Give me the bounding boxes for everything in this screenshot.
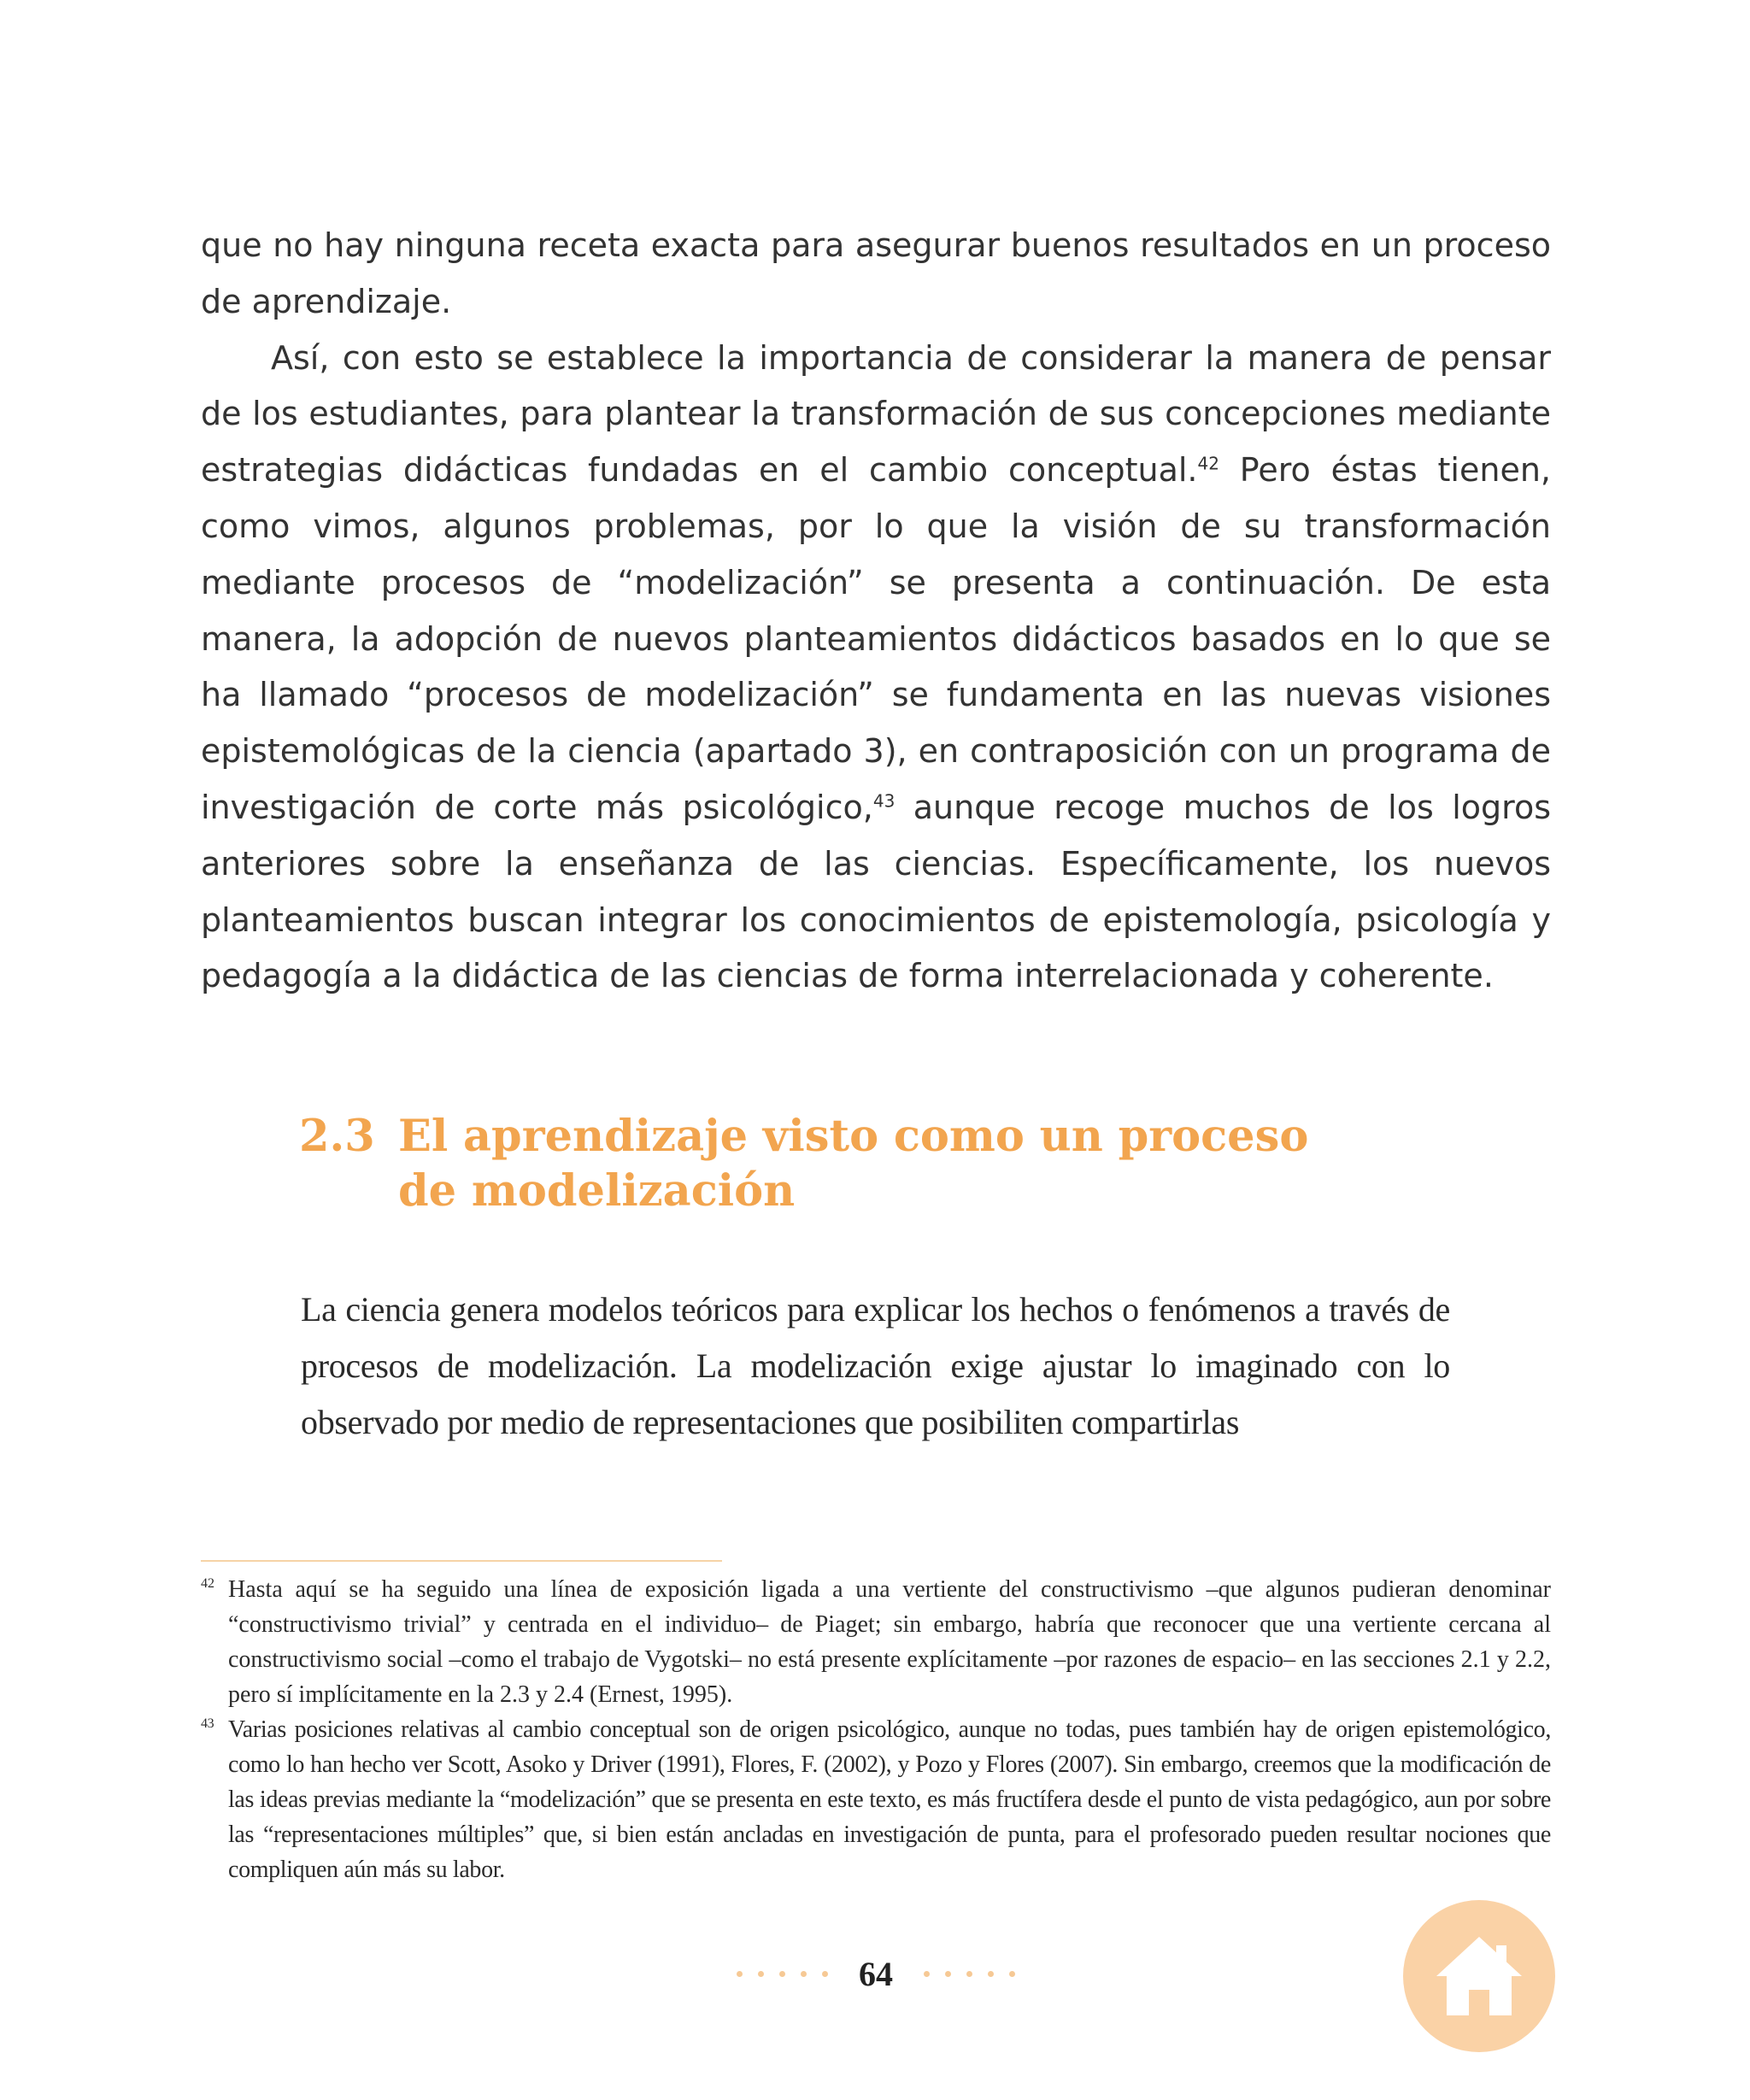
footnote-text: Hasta aquí se ha seguido una línea de exposición ligada a una vertiente del constructivismo –que algunos pudieran denominar “constructivismo trivial” y centrada en el individuo– de Piaget; sin embargo, habría que reconocer que una vertiente cercana al constructivismo social –como el trabajo de Vygotski– no está presente explícitamente –por razones de espacio– en las secciones 2.1 y 2.2, pero sí implícitamente en la 2.3 y 2.4 (Ernest, 1995).: [228, 1576, 1551, 1708]
footnote-ref-42[interactable]: 42: [1197, 453, 1219, 474]
dot: [1009, 1971, 1015, 1977]
footnote-43: [201, 1712, 1551, 1887]
home-button[interactable]: [1403, 1900, 1555, 2052]
dot: [966, 1971, 972, 1977]
section-title: [398, 1109, 1338, 1218]
intro-paragraph: [301, 1282, 1450, 1451]
dot: [737, 1971, 743, 1977]
footnotes: [201, 1572, 1551, 1887]
section-number: 2.3: [299, 1111, 375, 1162]
footnote-ref-43[interactable]: 43: [872, 790, 896, 812]
right-dots: [924, 1971, 1015, 1977]
section-title-line-1: El aprendizaje visto como un proceso: [398, 1111, 1309, 1162]
page-number: 64: [859, 1954, 893, 1993]
paragraph-1: que no hay ninguna receta exacta para asegurar buenos resultados en un proceso de aprendizaje.: [201, 226, 1551, 320]
section-title-line-2: de modelización: [398, 1165, 796, 1217]
paragraph-2-part-a: Así, con esto se establece la importancia de considerar la manera de pensar de los estudiantes, para plantear la transformación de sus concepciones mediante estrategias didácticas fundadas en el cambio conceptual.: [201, 338, 1551, 490]
footnote-separator: [201, 1560, 722, 1562]
dot: [801, 1971, 807, 1977]
home-icon: [1433, 1933, 1525, 2019]
dot: [822, 1971, 828, 1977]
dot: [924, 1971, 930, 1977]
left-dots: [737, 1971, 828, 1977]
body-text: [201, 218, 1551, 1005]
dot: [988, 1971, 994, 1977]
footnote-mark: 42: [201, 1576, 214, 1591]
dot: [779, 1971, 785, 1977]
page-number-area: [714, 1956, 1038, 1991]
paragraph-2-part-c: aunque recoge muchos de los logros anteriores sobre la enseñanza de las ciencias. Específicamente, los nuevos planteamientos buscan integrar los conocimientos de epistemología, psicología y pedagogía a la didáctica de las ciencias de forma interrelacionada y coherente.: [201, 788, 1551, 995]
footnote-42: [201, 1572, 1551, 1712]
intro-text: La ciencia genera modelos teóricos para explicar los hechos o fenómenos a través de procesos de modelización. La modelización exige ajustar lo imaginado con lo observado por medio de representaciones que posibiliten compartirlas: [301, 1290, 1450, 1441]
footnote-mark: 43: [201, 1716, 214, 1731]
paragraph-2: [201, 331, 1551, 1006]
dot: [758, 1971, 764, 1977]
footnote-text: Varias posiciones relativas al cambio conceptual son de origen psicológico, aunque no todas, pues también hay de origen epistemológico, como lo han hecho ver Scott, Asoko y Driver (1991), Flores, F. (2002), y Pozo y Flores (2007). Sin embargo, creemos que la modificación de las ideas previas mediante la “modelización” que se presenta en este texto, es más fructífera desde el punto de vista pedagógico, aun por sobre las “representaciones múltiples” que, si bien están ancladas en investigación de punta, para el profesorado pueden resultar nociones que compliquen aún más su labor.: [228, 1716, 1551, 1883]
paragraph-2-part-b: Pero éstas tienen, como vimos, algunos problemas, por lo que la visión de su transformación mediante procesos de “modelización” se presenta a continuación. De esta manera, la adopción de nuevos planteamientos didácticos basados en lo que se ha llamado “procesos de modelización” se fundamenta en las nuevas visiones epistemológicas de la ciencia (apartado 3), en contraposición con un programa de investigación de corte más psicológico,: [201, 451, 1551, 826]
dot: [945, 1971, 951, 1977]
